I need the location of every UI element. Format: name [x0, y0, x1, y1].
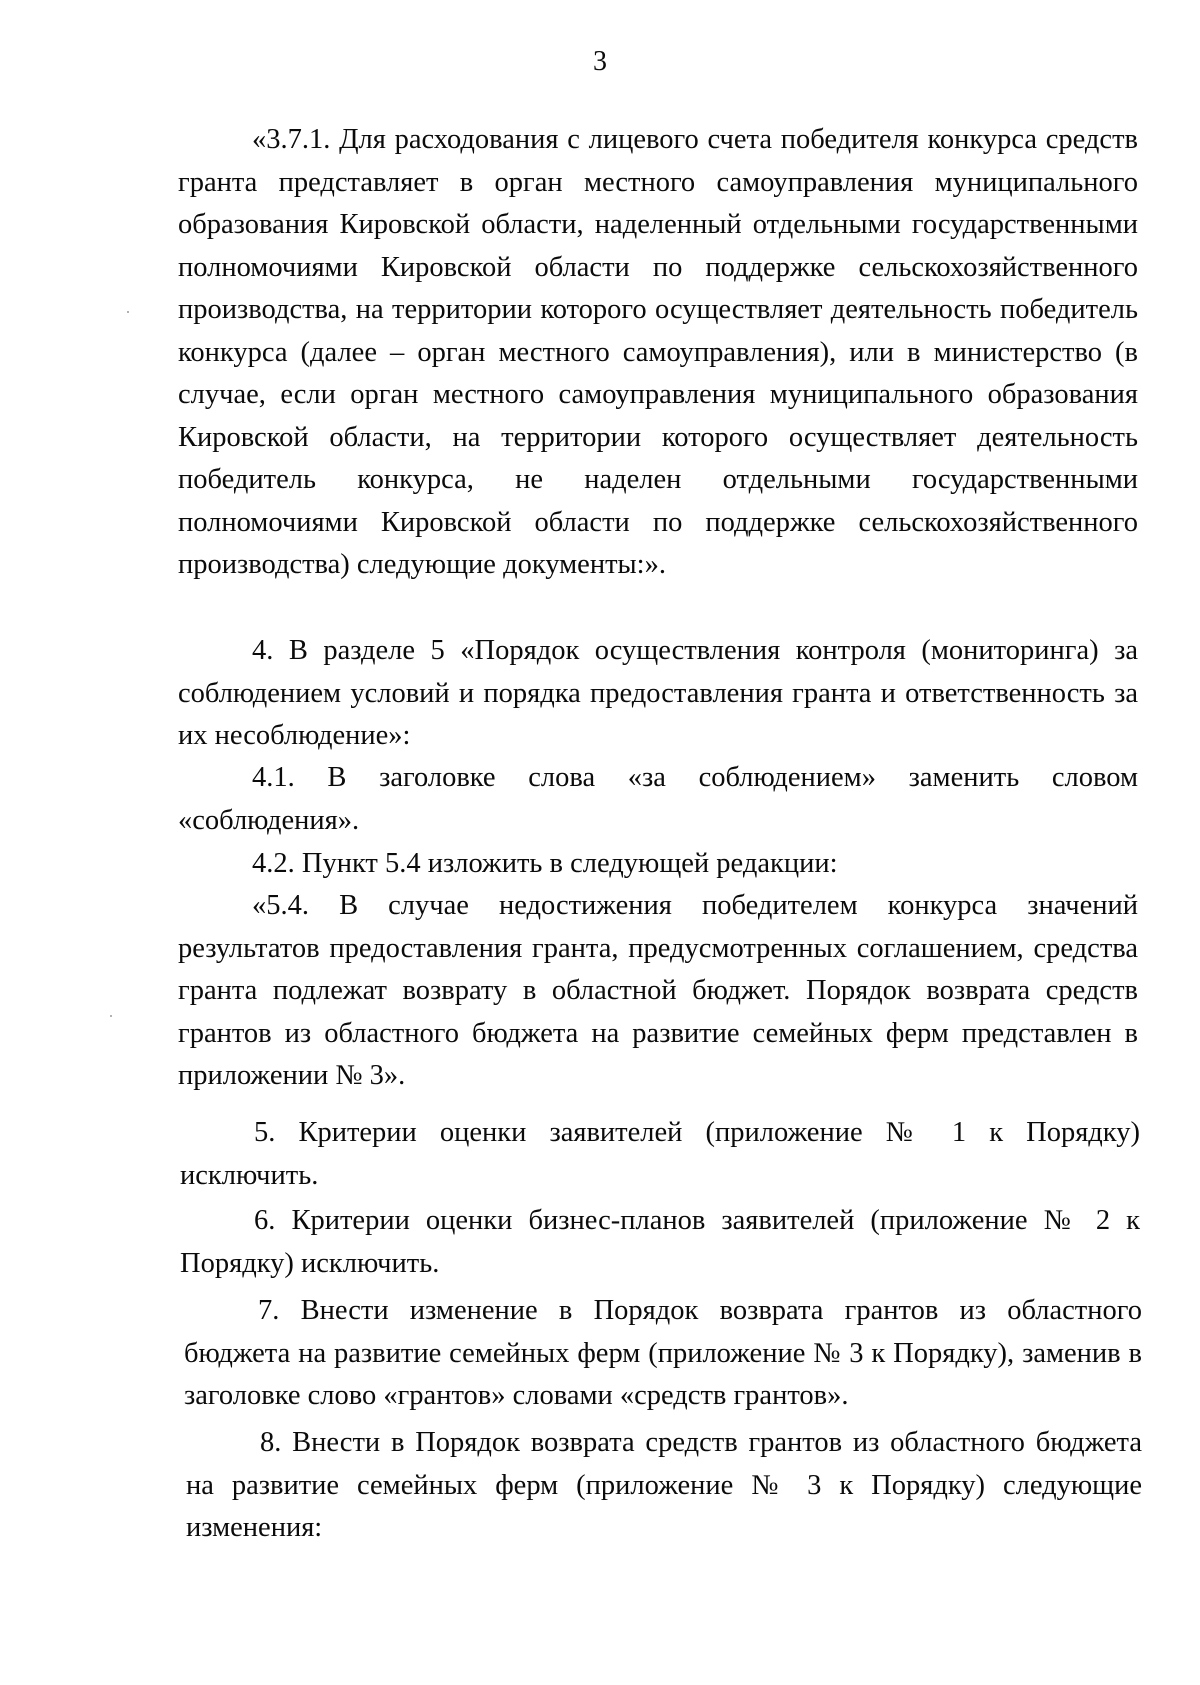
paragraph-item-8: 8. Внести в Порядок возврата средств грантов из областного бюджета на развитие семейных ферм (приложение № 3 к Порядку) следующие изменения: [186, 1427, 1142, 1543]
page-number: 3 [593, 46, 607, 77]
paragraph-item-4-2: 4.2. Пункт 5.4 изложить в следующей редакции: [252, 848, 838, 879]
paragraph-5-4: «5.4. В случае недостижения победителем конкурса значений результатов предоставления гранта, предусмотренных соглашением, средства гранта подлежат возврату в областной бюджет. Порядок возврата средств грантов из областного бюджета на развитие семейных ферм представлен в приложении № 3». [178, 890, 1138, 1091]
scan-speck [110, 1015, 112, 1017]
paragraph-item-6: 6. Критерии оценки бизнес-планов заявителей (приложение № 2 к Порядку) исключить. [180, 1205, 1140, 1279]
paragraph-item-4: 4. В разделе 5 «Порядок осуществления контроля (мониторинга) за соблюдением условий и порядка предоставления гранта и ответственность за их несоблюдение»: [178, 635, 1138, 751]
paragraph-item-7: 7. Внести изменение в Порядок возврата грантов из областного бюджета на развитие семейных ферм (приложение № 3 к Порядку), заменив в заголовке слово «грантов» словами «средств грантов». [184, 1295, 1142, 1411]
scan-speck [127, 311, 129, 313]
paragraph-item-5: 5. Критерии оценки заявителей (приложение № 1 к Порядку) исключить. [180, 1117, 1140, 1191]
paragraph-item-4-1: 4.1. В заголовке слова «за соблюдением» заменить словом «соблюдения». [178, 762, 1138, 836]
paragraph-3-7-1: «3.7.1. Для расходования с лицевого счета победителя конкурса средств гранта представляет в орган местного самоуправления муниципального образования Кировской области, наделенный отдельными государственными полномочиями Кировской области по поддержке сельскохозяйственного производства, на территории которого осуществляет деятельность победитель конкурса (далее – орган местного самоуправления), или в министерство (в случае, если орган местного самоуправления муниципального образования Кировской области, на территории которого осуществляет деятельность победитель конкурса, не наделен отдельными государственными полномочиями Кировской области по поддержке сельскохозяйственного производства) следующие документы:». [178, 124, 1138, 580]
